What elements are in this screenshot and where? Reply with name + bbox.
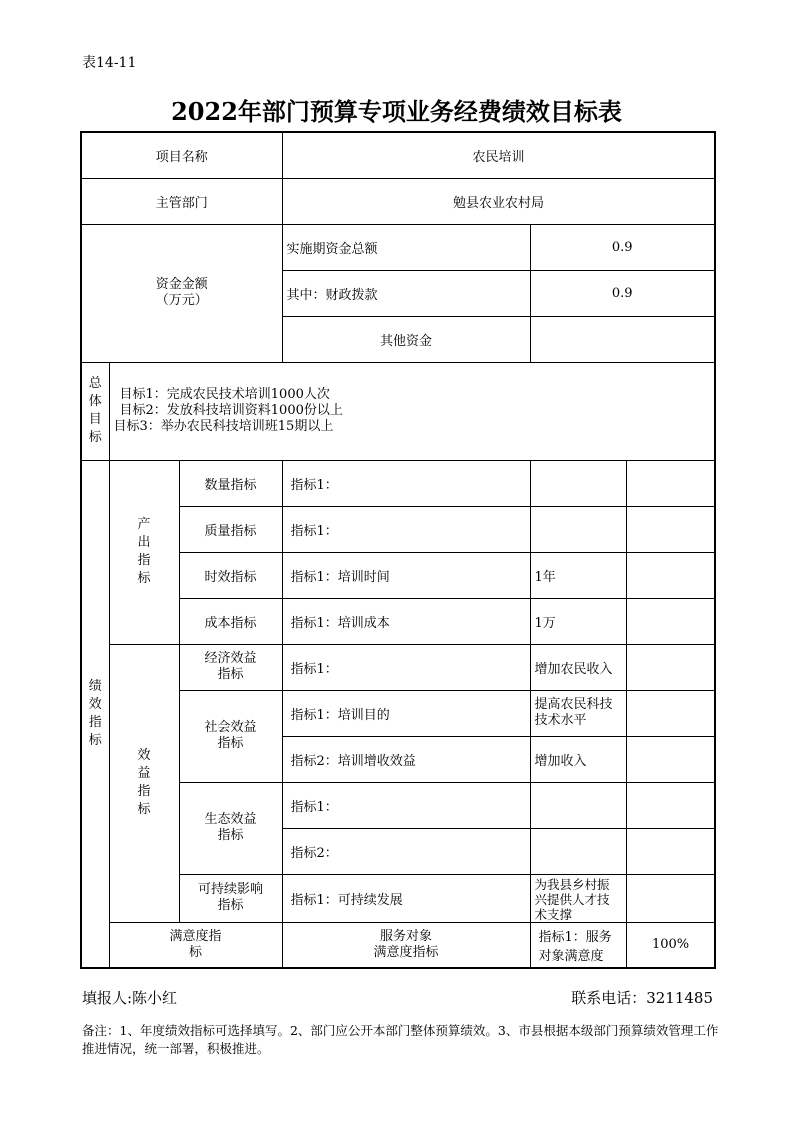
goal-line: 目标3：举办农民科技培训班15期以上 <box>113 419 334 434</box>
indicator-extra <box>626 690 715 736</box>
category-line: 可持续影响 <box>198 882 264 897</box>
perf-label-char: 绩 <box>88 678 102 694</box>
category-line: 指标 <box>217 667 244 682</box>
category-line: 指标 <box>217 736 244 751</box>
perf-label <box>81 460 109 968</box>
indicator-name: 指标1： <box>282 460 530 506</box>
row-funds-total <box>81 224 715 270</box>
category-line: 服务对象 <box>380 928 433 944</box>
overall-goal-label <box>81 362 109 460</box>
indicator-extra <box>626 644 715 690</box>
overall-goal-text <box>109 362 715 460</box>
footnote: 备注：1、年度绩效指标可选择填写。2、部门应公开本部门整体预算绩效。3、市县根据本级部门预算绩效管理工作推进情况，统一部署，积极推进。 <box>82 1023 719 1056</box>
indicator-name: 指标2： <box>282 828 530 874</box>
funds-other-label: 其他资金 <box>282 316 530 362</box>
output-label-char: 出 <box>137 535 151 550</box>
indicator-value: 增加收入 <box>530 736 626 782</box>
value-line: 提高农民科技 <box>534 697 613 712</box>
funds-total-label: 实施期资金总额 <box>282 224 530 270</box>
category-line: 社会效益 <box>204 720 257 735</box>
perf-label-char: 指 <box>88 714 102 730</box>
indicator-category <box>282 922 530 968</box>
contact-phone: 联系电话：3211485 <box>571 989 713 1007</box>
overall-goal-label-char: 体 <box>88 394 102 409</box>
funds-label <box>81 224 282 362</box>
funds-total-value: 0.9 <box>530 224 715 270</box>
indicator-value <box>530 460 626 506</box>
indicator-name: 指标1： <box>282 644 530 690</box>
indicator-value: 100% <box>626 922 715 968</box>
value-line: 技术水平 <box>534 713 587 728</box>
perf-label-char: 效 <box>88 696 102 712</box>
indicator-value <box>530 690 626 736</box>
benefit-label-char: 益 <box>137 766 151 781</box>
indicator-name: 指标1：培训时间 <box>282 552 530 598</box>
indicator-name: 指标1：可持续发展 <box>282 874 530 922</box>
benefit-label-char: 效 <box>137 748 151 763</box>
indicator-name: 指标1：培训成本 <box>282 598 530 644</box>
indicator-category <box>179 644 282 690</box>
indicator-name: 指标2：培训增收效益 <box>282 736 530 782</box>
overall-goal-label-char: 总 <box>88 376 102 391</box>
department-label: 主管部门 <box>81 178 282 224</box>
indicator-extra <box>626 736 715 782</box>
category-line: 指标 <box>217 828 244 843</box>
indicator-value: 1年 <box>530 552 626 598</box>
indicator-category: 成本指标 <box>179 598 282 644</box>
row-quantity <box>81 460 715 506</box>
indicator-name: 指标1： <box>282 782 530 828</box>
funds-label-line2: （万元） <box>155 293 208 308</box>
satisfaction-label-line: 标 <box>189 944 203 960</box>
indicator-value <box>530 828 626 874</box>
indicator-name: 指标1：服务对象满意度 <box>530 922 626 968</box>
benefit-label-char: 标 <box>137 802 151 817</box>
value-line: 术支撑 <box>534 906 573 922</box>
indicator-extra <box>626 874 715 922</box>
indicator-extra <box>626 828 715 874</box>
row-satisfaction <box>81 922 715 968</box>
indicator-extra <box>626 460 715 506</box>
row-economic <box>81 644 715 690</box>
satisfaction-label <box>109 922 282 968</box>
category-line: 指标 <box>217 898 244 913</box>
indicator-category <box>179 690 282 782</box>
indicator-value <box>530 506 626 552</box>
funds-fiscal-value: 0.9 <box>530 270 715 316</box>
indicator-extra <box>626 506 715 552</box>
output-label <box>109 460 179 644</box>
indicator-value: 增加农民收入 <box>530 644 626 690</box>
indicator-category <box>179 782 282 874</box>
benefit-label <box>109 644 179 922</box>
satisfaction-label-line: 满意度指 <box>169 928 222 944</box>
funds-other-value <box>530 316 715 362</box>
goal-line: 目标1：完成农民技术培训1000人次 <box>119 387 330 402</box>
value-line: 为我县乡村振 <box>534 876 610 892</box>
indicator-value <box>530 782 626 828</box>
indicator-extra <box>626 782 715 828</box>
perf-label-char: 标 <box>88 732 102 748</box>
performance-table <box>80 131 716 969</box>
category-line: 生态效益 <box>204 812 257 827</box>
row-department <box>81 178 715 224</box>
category-line: 经济效益 <box>204 651 257 666</box>
output-label-char: 产 <box>137 517 151 532</box>
indicator-extra <box>626 598 715 644</box>
row-project-name <box>81 132 715 178</box>
indicator-value: 1万 <box>530 598 626 644</box>
project-name-label: 项目名称 <box>81 132 282 178</box>
indicator-name: 指标1：培训目的 <box>282 690 530 736</box>
output-label-char: 标 <box>137 571 151 586</box>
benefit-label-char: 指 <box>137 784 151 799</box>
filler-name: 填报人:陈小红 <box>82 989 178 1007</box>
project-name-value: 农民培训 <box>282 132 715 178</box>
indicator-value <box>530 874 626 922</box>
indicator-category <box>179 874 282 922</box>
funds-label-line1: 资金金额 <box>155 277 208 292</box>
document-title: 2022年部门预算专项业务经费绩效目标表 <box>171 97 622 126</box>
overall-goal-label-char: 目 <box>88 412 102 427</box>
indicator-category: 数量指标 <box>179 460 282 506</box>
indicator-extra <box>626 552 715 598</box>
department-value: 勉县农业农村局 <box>282 178 715 224</box>
funds-fiscal-label: 其中：财政拨款 <box>282 270 530 316</box>
overall-goal-label-char: 标 <box>88 430 102 445</box>
table-code: 表14-11 <box>82 55 137 71</box>
output-label-char: 指 <box>137 553 151 568</box>
row-overall-goal <box>81 362 715 460</box>
value-line: 兴提供人才技 <box>534 891 610 907</box>
indicator-category: 时效指标 <box>179 552 282 598</box>
indicator-category: 质量指标 <box>179 506 282 552</box>
category-line: 满意度指标 <box>373 944 439 960</box>
goal-line: 目标2：发放科技培训资料1000份以上 <box>119 403 343 418</box>
indicator-name: 指标1： <box>282 506 530 552</box>
